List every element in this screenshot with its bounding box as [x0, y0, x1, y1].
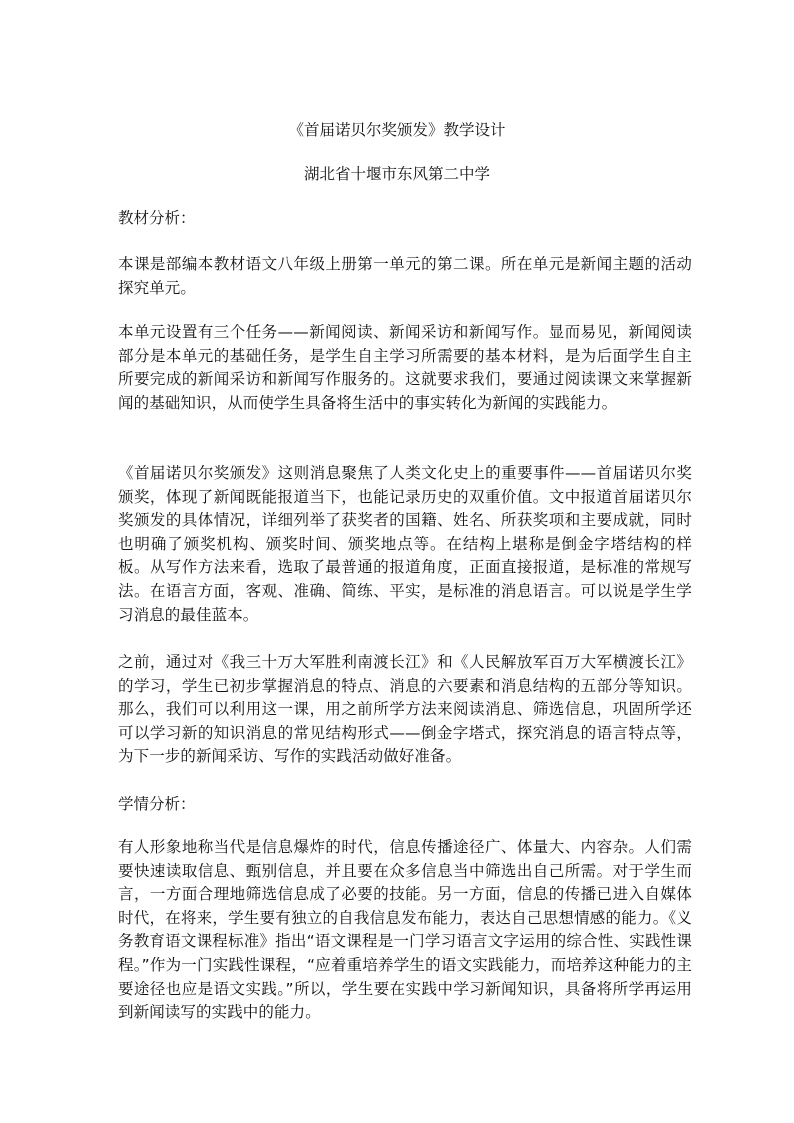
- paragraph-student-1: 有人形象地称当代是信息爆炸的时代，信息传播途径广、体量大、内容杂。人们需要快速读取信息、甄别信息，并且要在众多信息当中筛选出自己所需。对于学生而言，一方面合理地筛选信息成了必要的技能。另一方面，信息的传播已进入自媒体时代，在将来，学生要有独立的自我信息发布能力，表达自己思想情感的能力。《义务教育语文课程标准》指出“语文课程是一门学习语言文字运用的综合性、实践性课程。”作为一门实践性课程，“应着重培养学生的语文实践能力，而培养这种能力的主要途径也应是语文实践。”所以，学生要在实践中学习新闻知识，具备将所学再运用到新闻读写的实践中的能力。: [118, 838, 692, 1022]
- paragraph-textbook-1: 本课是部编本教材语文八年级上册第一单元的第二课。所在单元是新闻主题的活动探究单元。: [118, 255, 692, 297]
- section-heading-student-analysis: 学情分析：: [118, 795, 196, 813]
- document-title: 《首届诺贝尔奖颁发》教学设计: [288, 121, 506, 139]
- paragraph-textbook-3: 《首届诺贝尔奖颁发》这则消息聚焦了人类文化史上的重要事件——首届诺贝尔奖颁奖，体现了新闻既能报道当下，也能记录历史的双重价值。文中报道首届诺贝尔奖颁发的具体情况，详细列举了获奖者的国籍、姓名、所获奖项和主要成就，同时也明确了颁奖机构、颁奖时间、颁奖地点等。在结构上堪称是倒金字塔结构的样板。从写作方法来看，选取了最普通的报道角度，正面直接报道，是标准的常规写法。在语言方面，客观、准确、简练、平实，是标准的消息语言。可以说是学生学习消息的最佳蓝本。: [118, 464, 692, 624]
- paragraph-textbook-4: 之前，通过对《我三十万大军胜利南渡长江》和《人民解放军百万大军横渡长江》的学习，学生已初步掌握消息的特点、消息的六要素和消息结构的五部分等知识。那么，我们可以利用这一课，用之前所学方法来阅读消息、筛选信息，巩固所学还可以学习新的知识消息的常见结构形式——倒金字塔式，探究消息的语言特点等，为下一步的新闻采访、写作的实践活动做好准备。: [118, 653, 692, 766]
- paragraph-textbook-2: 本单元设置有三个任务——新闻阅读、新闻采访和新闻写作。显而易见，新闻阅读部分是本单元的基础任务，是学生自主学习所需要的基本材料，是为后面学生自主所要完成的新闻采访和新闻写作服务的。这就要求我们，要通过阅读课文来掌握新闻的基础知识，从而使学生具备将生活中的事实转化为新闻的实践能力。: [118, 323, 692, 412]
- section-heading-textbook-analysis: 教材分析：: [118, 209, 196, 227]
- school-name: 湖北省十堰市东风第二中学: [303, 165, 490, 183]
